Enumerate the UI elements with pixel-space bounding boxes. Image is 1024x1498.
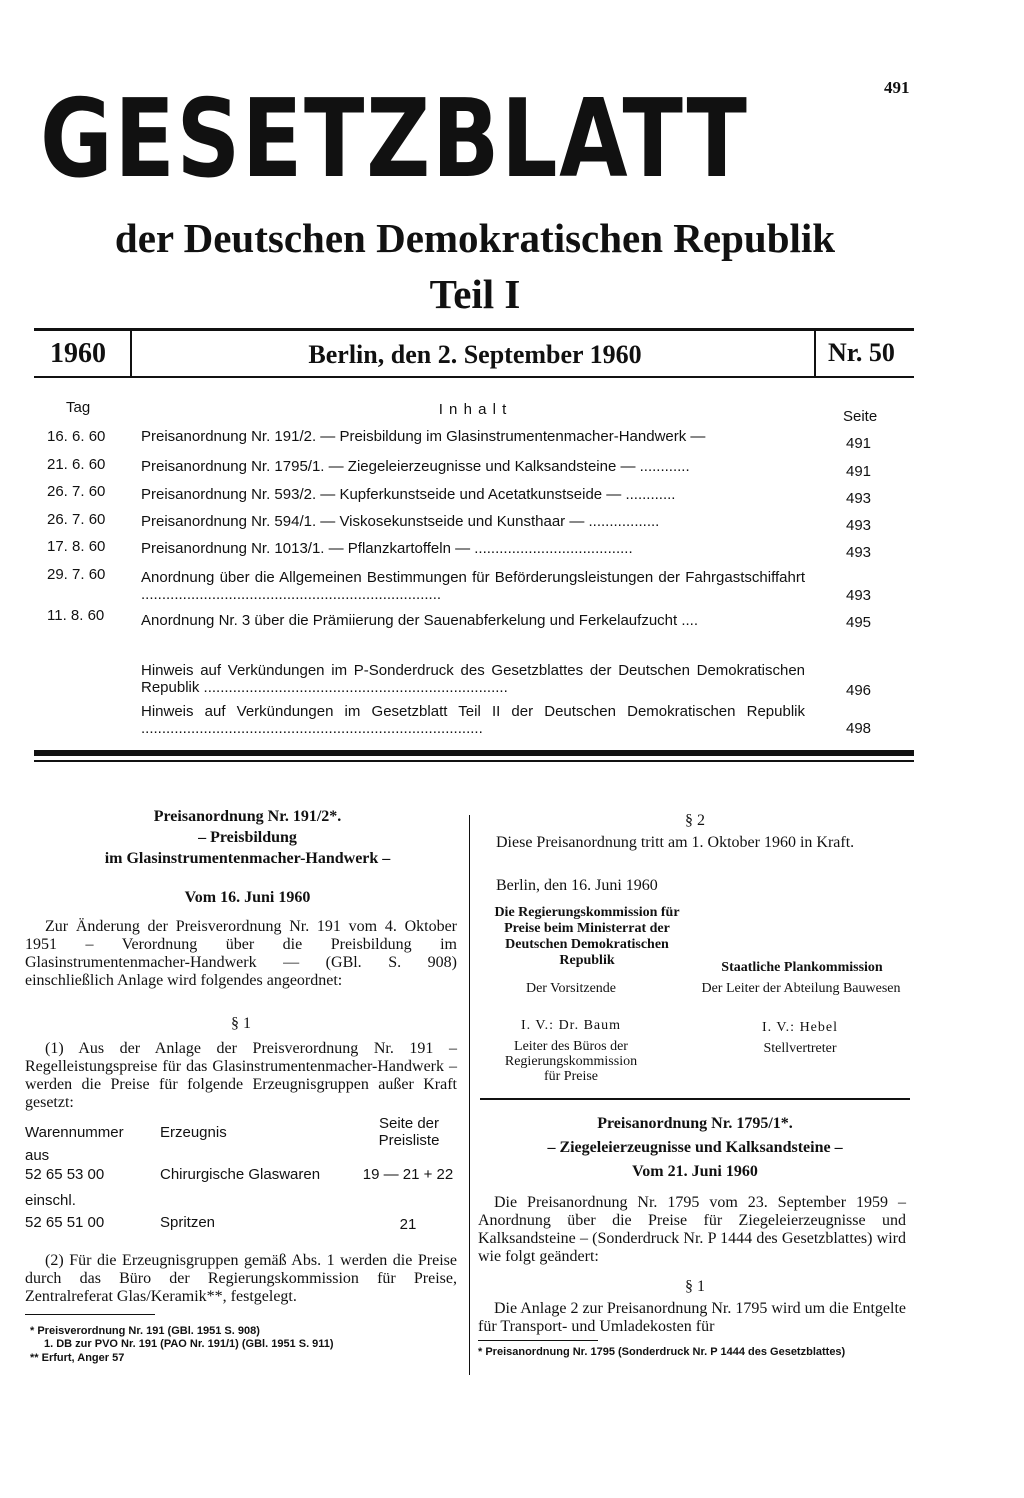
footnote: ** Erfurt, Anger 57 [30, 1352, 125, 1364]
table-header-product: Erzeugnis [160, 1124, 227, 1141]
paragraph: (1) Aus der Anlage der Preisverordnung Nr. 191 – Regelleistungspreise für das Glasinstrumentenmacher-Handwerk – werden die Preise für folgende Erzeugnisgruppen außer Kraft gesetzt: [25, 1040, 457, 1111]
toc-entry: Preisanordnung Nr. 593/2. — Kupferkunstseide und Acetatkunstseide — ............ [141, 486, 676, 503]
header-divider [130, 330, 132, 376]
section-heading: § 1 [231, 1015, 251, 1032]
toc-col-page: Seite [843, 408, 878, 425]
toc-entry: Preisanordnung Nr. 1795/1. — Ziegeleierzeugnisse und Kalksandsteine — ............ [141, 458, 690, 475]
footnote-rule [478, 1340, 598, 1341]
article-separator [480, 1098, 910, 1100]
footnote-rule [25, 1314, 155, 1315]
decree-title-line: Vom 21. Juni 1960 [632, 1163, 758, 1180]
toc-page: 491 [846, 463, 872, 480]
toc-date: 11. 8. 60 [47, 607, 105, 624]
table-row-prefix: einschl. [25, 1192, 76, 1209]
paragraph: Die Anlage 2 zur Preisanordnung Nr. 1795 wird um die Entgelte für Transport- und Umladekosten für [478, 1300, 906, 1335]
decree-intro: Die Preisanordnung Nr. 1795 vom 23. September 1959 – Anordnung über die Preise für Ziegeleierzeugnisse und Kalksandsteine – (Sonderdruck Nr. P 1444 des Gesetzblattes) wird wie folgt geändert: [478, 1194, 906, 1265]
signatory-name: I. V.: Dr. Baum [520, 1018, 622, 1033]
toc-entry: Preisanordnung Nr. 191/2. — Preisbildung im Glasinstrumentenmacher-Handwerk — [141, 428, 706, 445]
section-heading: § 1 [685, 1278, 705, 1295]
signatory-title: Leiter des Büros der Regierungskommission für Preise [504, 1039, 638, 1084]
toc-page: 493 [846, 490, 872, 507]
decree-title-line: im Glasinstrumentenmacher-Handwerk – [104, 850, 391, 867]
decree-title-line: – Preisbildung [198, 829, 297, 846]
toc-entry: Preisanordnung Nr. 1013/1. — Pflanzkartoffeln — ...................................... [141, 540, 633, 557]
signatory-title: Stellvertreter [763, 1041, 837, 1056]
decree-title [35, 806, 460, 869]
toc-entry: Anordnung über die Allgemeinen Bestimmungen für Beförderungsleistungen der Fahrgastschiffahrt ........................................................................ [141, 569, 805, 603]
toc-page: 493 [846, 517, 872, 534]
footnote: * Preisverordnung Nr. 191 (GBl. 1951 S. 908) [30, 1325, 260, 1337]
section-rule [34, 750, 914, 756]
toc-entry: Preisanordnung Nr. 594/1. — Viskosekunstseide und Kunsthaar — ................. [141, 513, 660, 530]
header-top-rule [34, 328, 914, 331]
toc-page: 493 [846, 544, 872, 561]
paragraph: Diese Preisanordnung tritt am 1. Oktober 1960 in Kraft. [496, 834, 855, 851]
toc-page: 498 [846, 720, 872, 737]
paragraph: (2) Für die Erzeugnisgruppen gemäß Abs. 1 werden die Preise durch das Büro der Regierungskommission für Preise, Zentralreferat Glas/Keramik**, festgelegt. [25, 1252, 457, 1305]
signatory-org: Staatliche Plankommission [721, 960, 883, 975]
toc-date: 21. 6. 60 [47, 456, 106, 473]
toc-entry: Hinweis auf Verkündungen im P-Sonderdruck des Gesetzblattes der Deutschen Demokratischen Republik ......................................................................... [141, 662, 805, 696]
signatory-role: Der Vorsitzende [525, 981, 617, 996]
toc-date: 26. 7. 60 [47, 483, 106, 500]
toc-page: 496 [846, 682, 872, 699]
toc-date: 17. 8. 60 [47, 538, 106, 555]
toc-col-day: Tag [66, 399, 91, 416]
toc-page: 493 [846, 587, 872, 604]
decree-title-line: – Ziegeleierzeugnisse und Kalksandsteine – [547, 1139, 843, 1156]
issue-year: 1960 [50, 338, 106, 369]
part-label: Teil I [429, 271, 521, 317]
place-date: Berlin, den 16. Juni 1960 [496, 877, 658, 894]
toc-page: 495 [846, 614, 872, 631]
table-row-prefix: aus [25, 1147, 50, 1164]
table-cell-product: Spritzen [160, 1214, 216, 1231]
issue-date: Berlin, den 2. September 1960 [308, 340, 642, 369]
page-number: 491 [884, 78, 910, 97]
table-cell-product: Chirurgische Glaswaren [160, 1166, 321, 1183]
decree-title [480, 1112, 910, 1184]
table-cell-page: 21 [399, 1216, 417, 1233]
masthead-title: GESETZBLATT [40, 77, 749, 202]
toc-date: 29. 7. 60 [47, 566, 106, 583]
signatory-org: Die Regierungskommission für Preise beim Ministerrat der Deutschen Demokratischen Republik [494, 905, 680, 968]
toc-entry: Anordnung Nr. 3 über die Prämiierung der Sauenabferkelung und Ferkelaufzucht .... [141, 612, 699, 629]
column-divider [469, 815, 470, 1375]
toc-page: 491 [846, 435, 872, 452]
section-rule [34, 760, 914, 762]
decree-title-line: Preisanordnung Nr. 191/2*. [153, 808, 342, 825]
table-header-page: Seite der Preisliste [378, 1115, 440, 1149]
section-heading: § 2 [685, 812, 705, 829]
decree-intro: Zur Änderung der Preisverordnung Nr. 191 vom 4. Oktober 1951 – Verordnung über die Preisbildung im Glasinstrumentenmacher-Handwerk — (GBl. S. 908) einschließlich Anlage wird folgendes angeordnet: [25, 918, 457, 989]
toc-entry: Hinweis auf Verkündungen im Gesetzblatt Teil II der Deutschen Demokratischen Republik .................................................................................. [141, 703, 805, 737]
header-bottom-rule [34, 376, 914, 378]
footnote: 1. DB zur PVO Nr. 191 (PAO Nr. 191/1) (GBl. 1951 S. 911) [44, 1338, 334, 1350]
issue-number: Nr. 50 [828, 338, 895, 367]
toc-date: 16. 6. 60 [47, 428, 106, 445]
table-cell-page: 19 — 21 + 22 [362, 1166, 454, 1183]
decree-title-line: Preisanordnung Nr. 1795/1*. [597, 1115, 793, 1132]
toc-col-contents: I n h a l t [438, 401, 508, 418]
footnote: * Preisanordnung Nr. 1795 (Sonderdruck Nr. P 1444 des Gesetzblattes) [478, 1346, 846, 1358]
table-cell-number: 52 65 53 00 [25, 1166, 105, 1183]
table-cell-number: 52 65 51 00 [25, 1214, 105, 1231]
signatory-role: Der Leiter der Abteilung Bauwesen [701, 981, 901, 996]
header-divider [814, 330, 816, 376]
decree-date: Vom 16. Juni 1960 [184, 889, 311, 906]
signatory-name: I. V.: Hebel [761, 1020, 839, 1035]
masthead-subtitle: der Deutschen Demokratischen Republik [114, 215, 836, 261]
table-header-number: Warennummer [25, 1124, 124, 1141]
toc-date: 26. 7. 60 [47, 511, 106, 528]
